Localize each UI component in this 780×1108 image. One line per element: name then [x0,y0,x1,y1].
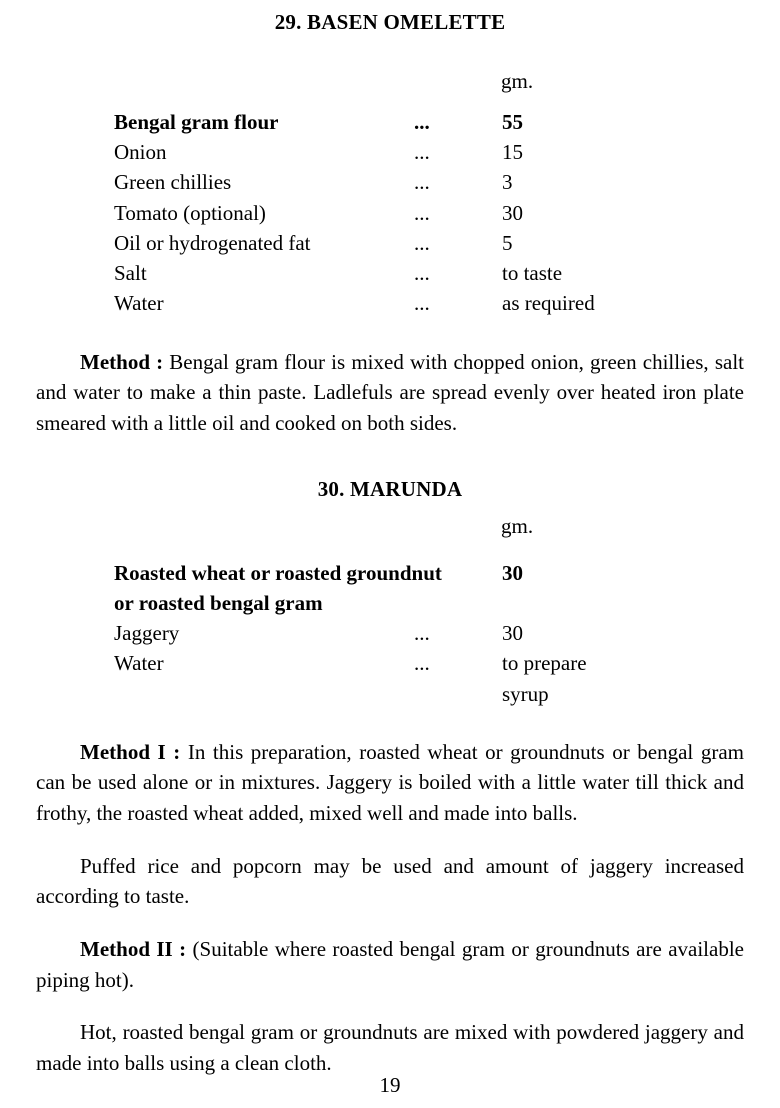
ingredient-dots: ... [414,200,430,225]
method-text: In this preparation, roasted wheat or groundnuts or bengal gram can be used alone or in mixtures. Jaggery is boiled with a little water till thick and frothy, the roasted wheat added, mixed well and made into balls. [36,739,744,826]
table-row [114,648,682,678]
ingredient-amount: 30 [502,560,523,585]
ingredient-amount-empty [502,588,682,618]
ingredient-name: Water [114,651,164,676]
table-row [114,288,682,318]
ingredient-dots: ... [414,140,430,165]
table-row [114,679,682,709]
table-row [114,618,682,648]
method-paragraph [36,934,744,995]
ingredient-amount: 3 [502,170,513,195]
ingredient-dots: ... [414,170,430,195]
method-label: Method II : [80,937,187,962]
method-text: (Suitable where roasted bengal gram or groundnuts are available piping hot). [36,937,744,992]
table-row [114,167,682,197]
recipe-29 [36,6,744,439]
ingredient-name: Water [114,291,164,316]
table-row [114,588,682,618]
method-paragraph [36,1017,744,1078]
unit-label: gm. [501,69,534,93]
ingredient-name: Salt [114,261,147,286]
ingredient-name: Onion [114,140,167,165]
ingredient-dots: ... [414,110,430,134]
ingredient-name: Oil or hydrogenated fat [114,230,311,255]
recipe-title: 30. MARUNDA [317,476,463,501]
ingredient-amount: 55 [502,110,523,134]
method-label: Method : [80,349,164,374]
ingredient-name: Tomato (optional) [114,200,266,225]
ingredient-amount: 5 [502,230,513,255]
method-paragraph [36,851,744,912]
ingredient-name-blank [114,679,414,709]
table-row [114,258,682,288]
ingredient-name: Green chillies [114,170,232,195]
table-row [114,107,682,137]
ingredient-dots: ... [414,261,430,286]
ingredient-name-continued: or roasted bengal gram [114,590,323,615]
recipe-title: 29. BASEN OMELETTE [274,10,506,34]
ingredient-dots: ... [414,651,430,676]
ingredient-amount-continued: syrup [502,681,549,706]
table-row [114,558,682,588]
page-number: 19 [379,1073,401,1097]
unit-header-row [36,63,744,97]
ingredient-amount: to taste [502,261,563,286]
ingredient-amount: as required [502,291,595,316]
method-text: Hot, roasted bengal gram or groundnuts are mixed with powdered jaggery and made into balls using a clean cloth. [36,1020,744,1076]
ingredient-amount: 15 [502,140,523,165]
method-paragraph [36,737,744,829]
ingredient-amount: 30 [502,621,523,646]
ingredient-dots: ... [414,291,430,316]
recipe-30 [36,473,744,1079]
method-text: Puffed rice and popcorn may be used and amount of jaggery increased according to taste. [36,853,744,909]
method-paragraph [36,347,744,439]
ingredient-name: Jaggery [114,621,180,646]
ingredient-name: Roasted wheat or roasted groundnut [114,560,442,585]
ingredient-table [114,107,682,319]
ingredient-dots-blank [414,679,502,709]
table-row [114,198,682,228]
ingredient-name: Bengal gram flour [114,110,279,134]
table-row [114,137,682,167]
unit-header-row [36,508,744,542]
table-row [114,228,682,258]
ingredient-dots: ... [414,621,430,646]
ingredient-amount: to prepare [502,651,587,676]
ingredient-dots: ... [414,230,430,255]
ingredient-table [114,558,682,709]
unit-label: gm. [501,513,534,538]
method-text: Bengal gram flour is mixed with chopped onion, green chillies, salt and water to make a thin paste. Ladlefuls are spread evenly over heated iron plate smeared with a little oil and cooked on both sides. [36,349,744,435]
ingredient-amount: 30 [502,200,523,225]
method-label: Method I : [80,739,181,764]
